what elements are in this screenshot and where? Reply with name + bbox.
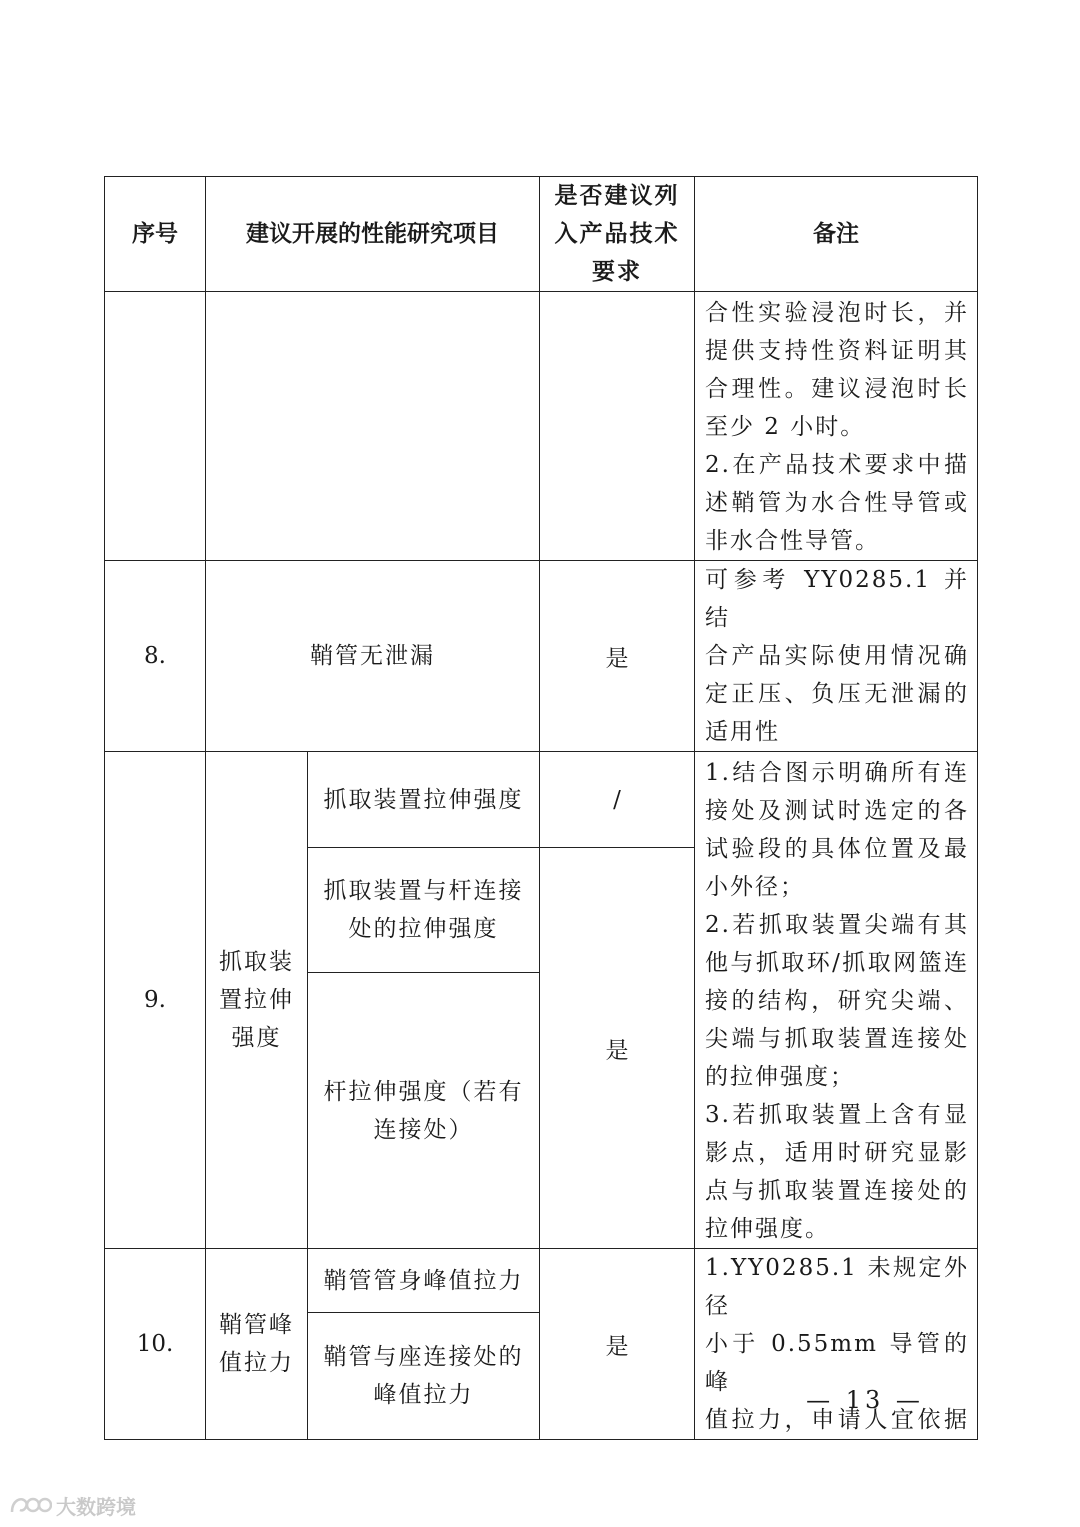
row-include: 是	[540, 561, 695, 752]
remark-line: 2.在产品技术要求中描	[705, 452, 969, 478]
remark-line: 接的结构，研究尖端、	[705, 988, 969, 1014]
performance-study-table	[104, 176, 978, 1440]
remark-line: 影点，适用时研究显影	[705, 1140, 969, 1166]
row-include	[540, 292, 695, 561]
row-study-subitem	[308, 752, 540, 848]
remark-line: 点与抓取装置连接处的	[705, 1178, 969, 1204]
remark-line: 试验段的具体位置及最	[705, 836, 969, 862]
header-include-line: 入产品技术	[554, 221, 680, 247]
group-line: 强度	[231, 1025, 282, 1051]
row-study-subitem	[308, 1249, 540, 1313]
watermark	[8, 1490, 136, 1520]
subitem-line: 抓取装置与杆连接	[323, 878, 524, 904]
row-study-group	[206, 1249, 308, 1440]
row-include: 是	[540, 848, 695, 1249]
remark-line: 述鞘管为水合性导管或	[705, 490, 969, 516]
remark-line: 提供支持性资料证明其	[705, 338, 969, 364]
remark-line: 值拉力，申请人宜依据	[705, 1407, 969, 1433]
remark-line: 尖端与抓取装置连接处	[705, 1026, 969, 1052]
brand-logo-icon	[8, 1492, 52, 1518]
subitem-line: 鞘管管身峰值拉力	[323, 1267, 524, 1294]
row-study-item: 鞘管无泄漏	[206, 561, 540, 752]
watermark-text: 大数跨境	[56, 1494, 136, 1519]
row-serial-number	[105, 292, 206, 561]
subitem-line: 处的拉伸强度	[348, 916, 499, 942]
remark-line: 小于 0.55mm 导管的峰	[705, 1331, 969, 1395]
subitem-line: 抓取装置拉伸强度	[323, 786, 524, 813]
header-remarks: 备注	[695, 177, 978, 292]
header-study-item: 建议开展的性能研究项目	[206, 177, 540, 292]
table-row	[105, 292, 978, 561]
remark-line: 合性实验浸泡时长，并	[705, 300, 969, 326]
group-line: 值拉力	[219, 1350, 294, 1376]
group-line: 鞘管峰	[219, 1312, 294, 1338]
header-serial-number: 序号	[105, 177, 206, 292]
row-study-subitem	[308, 973, 540, 1249]
row-remark	[695, 561, 978, 752]
remark-line: 定正压、负压无泄漏的	[705, 681, 969, 707]
remark-line: 拉伸强度。	[705, 1216, 830, 1242]
remark-line: 小外径；	[705, 874, 805, 900]
remark-line: 1.结合图示明确所有连	[705, 760, 969, 786]
remark-line: 可参考 YY0285.1 并结	[705, 567, 969, 631]
row-study-group	[206, 752, 308, 1249]
row-serial-number: 8.	[105, 561, 206, 752]
subitem-line: 连接处）	[373, 1116, 474, 1143]
remark-line: 接处及测试时选定的各	[705, 798, 969, 824]
remark-line: 合理性。建议浸泡时长	[705, 376, 969, 402]
remark-line: 2.若抓取装置尖端有其	[705, 912, 969, 938]
row-include: 是	[540, 1249, 695, 1440]
remark-line: 他与抓取环/抓取网篮连	[705, 950, 969, 976]
table-row	[105, 752, 978, 848]
row-study-subitem	[308, 848, 540, 973]
row-study-item	[206, 292, 540, 561]
remark-line: 合产品实际使用情况确	[705, 643, 969, 669]
header-include-line: 是否建议列	[554, 183, 680, 209]
row-include: /	[540, 752, 695, 848]
group-line: 抓取装	[219, 949, 294, 975]
header-include-line: 要求	[592, 259, 642, 285]
row-serial-number: 10.	[105, 1249, 206, 1440]
row-serial-number: 9.	[105, 752, 206, 1249]
table-row	[105, 1249, 978, 1313]
subitem-line: 杆拉伸强度（若有	[323, 1078, 524, 1105]
row-remark	[695, 752, 978, 1249]
remark-line: 非水合性导管。	[705, 528, 880, 554]
remark-line: 1.YY0285.1 未规定外径	[705, 1255, 969, 1319]
table-header-row	[105, 177, 978, 292]
header-include-in-spec	[540, 177, 695, 292]
remark-line: 至少 2 小时。	[705, 414, 866, 440]
subitem-line: 峰值拉力	[373, 1382, 474, 1409]
group-line: 置拉伸	[219, 987, 294, 1013]
page-number: — 13 —	[806, 1386, 924, 1414]
remark-line: 的拉伸强度；	[705, 1064, 855, 1090]
row-remark	[695, 292, 978, 561]
remark-line: 3.若抓取装置上含有显	[705, 1102, 969, 1128]
row-study-subitem	[308, 1313, 540, 1440]
subitem-line: 鞘管与座连接处的	[323, 1344, 524, 1371]
remark-line: 适用性	[705, 719, 780, 745]
table-row	[105, 561, 978, 752]
